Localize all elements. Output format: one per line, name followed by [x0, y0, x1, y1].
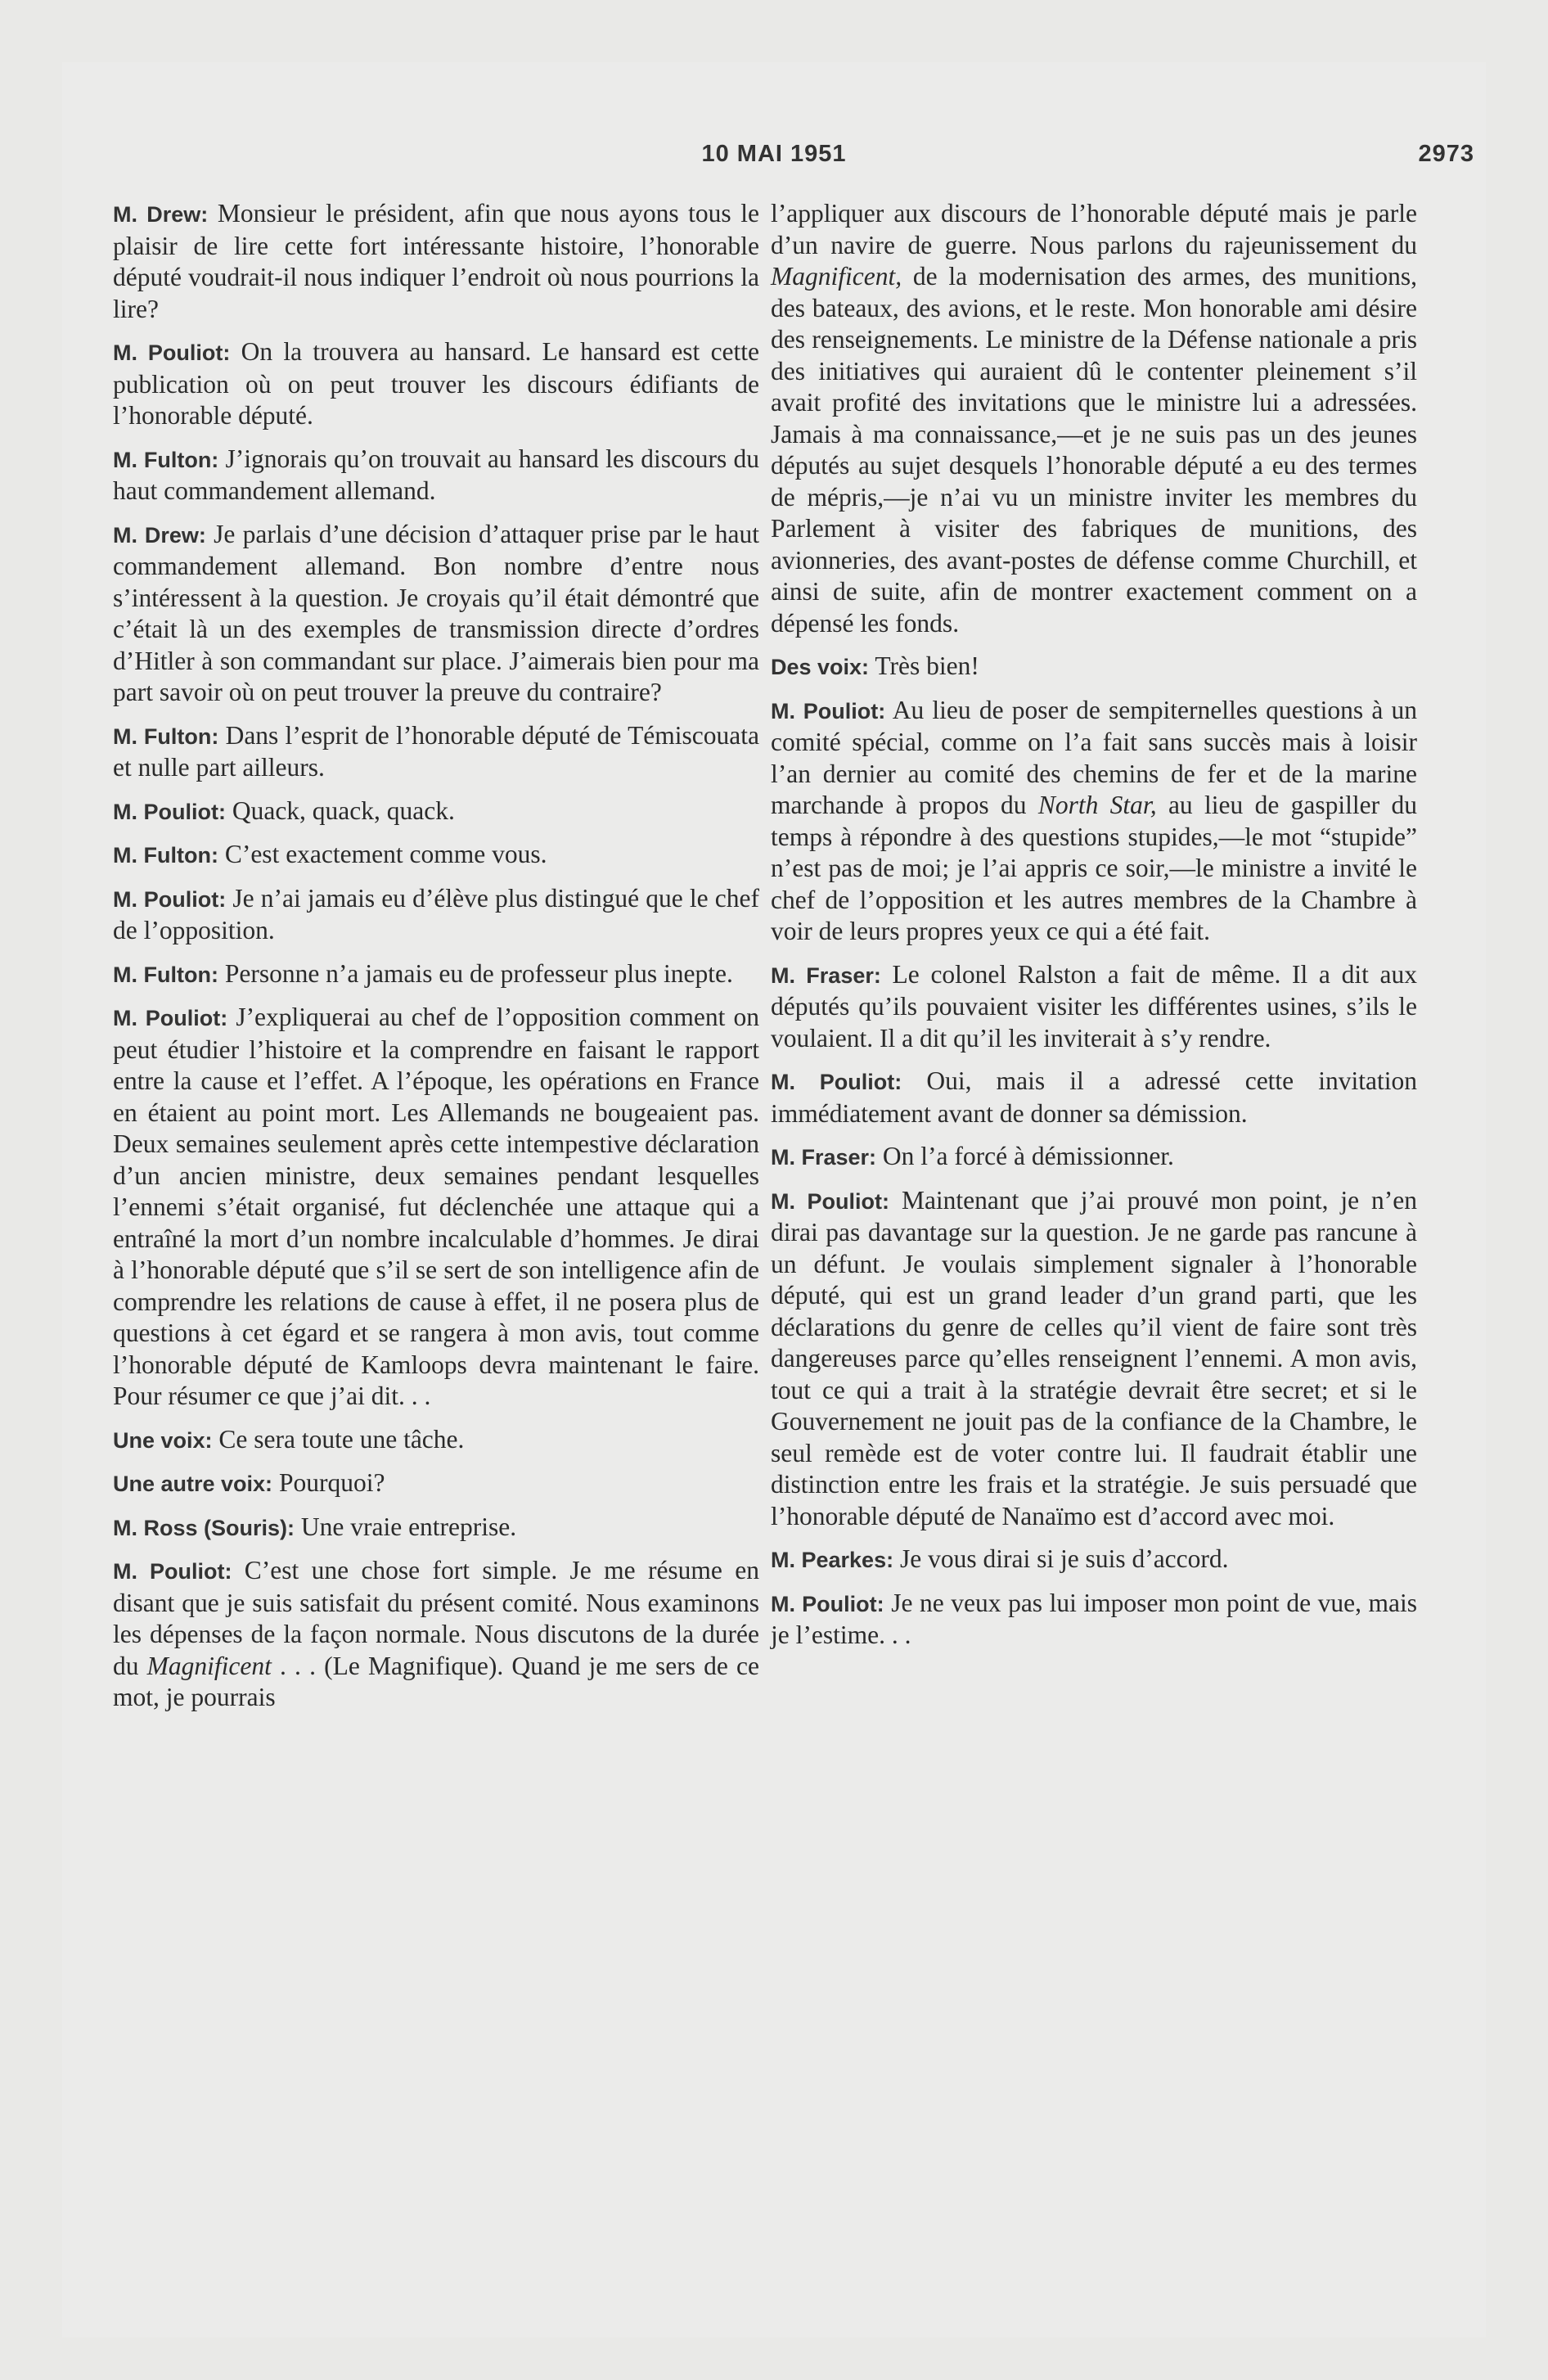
speech-text: Quack, quack, quack. — [232, 796, 455, 825]
italic-title: North Star, — [1037, 791, 1157, 819]
paragraph — [771, 198, 1417, 639]
paragraph — [113, 1467, 759, 1500]
speech-text: Ce sera toute une tâche. — [218, 1424, 465, 1454]
paragraph — [771, 651, 1417, 683]
paragraph — [113, 198, 759, 325]
paragraph — [113, 444, 759, 507]
paragraph — [113, 336, 759, 432]
paragraph — [771, 695, 1417, 948]
speaker-name: M. Pouliot: — [113, 799, 226, 824]
speech-text: Je ne veux pas lui imposer mon point de vue, mais je l’estime. . . — [771, 1588, 1418, 1649]
speech-text: Très bien! — [875, 651, 979, 680]
speech-text: Je parlais d’une décision d’attaquer prise par le haut commandement allemand. Bon nombre d’entre nous s’intéressent à la question. Je croyais qu’il était démontré que c’était là un des exemples de transmission directe d’ordres d’Hitler à son commandant sur place. J’aimerais bien pour ma part savoir où on peut trouver la preuve du contraire? — [113, 519, 760, 706]
paragraph — [113, 720, 759, 784]
speech-text: Maintenant que j’ai prouvé mon point, je n’en dirai pas davantage sur la question. Je ne garde pas rancune à un défunt. Je voulais simplement signaler à l’honorable député, qui est un grand leader d’un grand parti, que les déclarations du genre de celles qu’il vient de faire sont très dangereuses parce qu’elles renseignent l’ennemi. A mon avis, tout ce qui a trait à la stratégie devrait être secret; et si le Gouvernement ne jouit pas de la confiance de la Chambre, le seul remède est de voter contre lui. Il faudrait établir une distinction entre les frais et la stratégie. Je suis persuadé que l’honorable député de Nanaïmo est d’accord avec moi. — [771, 1185, 1418, 1530]
speech-text: l’appliquer aux discours de l’honorable député mais je parle d’un navire de guerre. Nous parlons du rajeunissement du — [771, 199, 1417, 259]
speaker-name: M. Fulton: — [113, 843, 218, 868]
speech-text: Au lieu de poser de sempiternelles questions à un comité spécial, comme on l’a fait sans succès mais à loisir l’an dernier au comité des chemins de fer et de la marine marchande à propos du — [771, 695, 1418, 819]
speaker-name: M. Pouliot: — [113, 340, 231, 365]
document-page — [62, 62, 1486, 2337]
speech-text: J’ignorais qu’on trouvait au hansard les discours du haut commandement allemand. — [113, 444, 760, 505]
speaker-name: M. Pouliot: — [113, 1559, 232, 1584]
speaker-name: M. Fulton: — [113, 447, 219, 472]
speaker-name: M. Pouliot: — [113, 1006, 228, 1030]
paragraph — [113, 839, 759, 872]
page-number: 2973 — [1418, 141, 1474, 167]
speaker-name: M. Drew: — [113, 202, 209, 227]
paragraph — [113, 1512, 759, 1544]
speech-text: Personne n’a jamais eu de professeur plus inepte. — [224, 958, 733, 988]
speaker-name: M. Drew: — [113, 522, 206, 548]
paragraph — [771, 1588, 1417, 1652]
paragraph — [771, 1185, 1417, 1533]
paragraph — [113, 1424, 759, 1457]
speech-text: Une vraie entreprise. — [300, 1512, 517, 1541]
paragraph — [771, 1066, 1417, 1129]
speaker-name: M. Pouliot: — [771, 1188, 890, 1214]
speaker-name: M. Fulton: — [113, 723, 219, 749]
speech-text: Pourquoi? — [278, 1468, 385, 1497]
right-column — [771, 198, 1417, 1663]
speaker-name: M. Fraser: — [771, 1145, 877, 1170]
speaker-name: M. Fulton: — [113, 962, 218, 987]
speaker-name: M. Pouliot: — [113, 886, 227, 912]
speaker-name: M. Pouliot: — [771, 1591, 884, 1616]
paragraph — [771, 1544, 1417, 1576]
page-date: 10 MAI 1951 — [701, 141, 847, 167]
speaker-name: Une voix: — [113, 1427, 213, 1453]
paragraph — [113, 958, 759, 991]
speech-text: C’est une chose fort simple. Je me résume en disant que je suis satisfait du présent comité. Nous examinons les dépenses de la façon normale. Nous discutons de la durée du — [113, 1556, 759, 1680]
speech-text: Dans l’esprit de l’honorable député de Témiscouata et nulle part ailleurs. — [113, 720, 759, 782]
speech-text-continued: au lieu de gaspiller du temps à répondre à des questions stupides,—le mot “stupide” n’est pas de moi; je l’ai appris ce soir,—le ministre a invité le chef de l’opposition et les autres membres de la Chambre à voir de leurs propres yeux ce qui a été fait. — [771, 791, 1418, 945]
speech-text: Je vous dirai si je suis d’accord. — [899, 1544, 1229, 1573]
paragraph — [113, 519, 759, 709]
speech-text: J’expliquerai au chef de l’opposition comment on peut étudier l’histoire et la comprendre en faisant le rapport entre la cause et l’effet. A l’époque, les opérations en France en étaient au point mort. Les Allemands ne bougeaient pas. Deux semaines seulement après cette intempestive déclaration d’un ancien ministre, deux semaines pendant lesquelles l’ennemi s’était organisé, fut déclenchée une attaque qui a entraîné la mort d’un nombre incalculable d’hommes. Je dirai à l’honorable député que s’il se sert de son intelligence afin de comprendre les relations de cause à effet, il ne posera plus de questions à cet égard et se rangera à mon avis, tout comme l’honorable député de Kamloops devra maintenant le faire. Pour résumer ce que j’ai dit. . . — [113, 1003, 760, 1410]
paragraph — [113, 883, 759, 947]
left-column — [113, 198, 759, 1725]
speaker-name: M. Pouliot: — [771, 1070, 902, 1094]
speech-text: Le colonel Ralston a fait de même. Il a dit aux députés qu’ils pouvaient visiter les différentes usines, s’ils le voulaient. Il a dit qu’il les inviterait à s’y rendre. — [771, 959, 1418, 1053]
paragraph — [771, 959, 1417, 1055]
speaker-name: M. Pouliot: — [771, 698, 886, 723]
speaker-name: M. Ross (Souris): — [113, 1515, 295, 1540]
speaker-name: Des voix: — [771, 655, 870, 679]
speaker-name: M. Pearkes: — [771, 1548, 894, 1572]
speaker-name: M. Fraser: — [771, 962, 881, 988]
paragraph — [771, 1141, 1417, 1174]
speech-text: Monsieur le président, afin que nous ayons tous le plaisir de lire cette fort intéressante histoire, l’honorable député voudrait-il nous indiquer l’endroit où nous pourrions la lire? — [113, 199, 759, 323]
speech-text: Je n’ai jamais eu d’élève plus distingué que le chef de l’opposition. — [113, 883, 760, 944]
paragraph — [113, 1002, 759, 1413]
speech-text: On l’a forcé à démissionner. — [882, 1142, 1174, 1170]
italic-title: Magnificent — [146, 1651, 272, 1680]
speech-text: C’est exactement comme vous. — [224, 840, 547, 868]
paragraph — [113, 796, 759, 828]
speech-text: Oui, mais il a adressé cette invitation immédiatement avant de donner sa démission. — [771, 1066, 1418, 1128]
speech-text-continued: de la modernisation des armes, des munitions, des bateaux, des avions, et le reste. Mon honorable ami désire des renseignements. Le ministre de la Défense nationale a pris des initiatives qui auraient dû le contenter pleinement s’il avait profité des invitations que le ministre lui a adressées. Jamais à ma connaissance,—et je ne suis pas un des jeunes députés au sujet desquels l’honorable député a eu des termes de mépris,—je n’ai vu un ministre inviter les membres du Parlement à visiter des fabriques de munitions, des avionneries, des avant-postes de défense comme Churchill, et ainsi de suite, afin de montrer exactement comment on a dépensé les fonds. — [771, 262, 1418, 638]
italic-title: Magnificent, — [771, 262, 902, 291]
speech-text-continued: . . . (Le Magnifique). Quand je me sers de ce mot, je pourrais — [113, 1651, 760, 1711]
speech-text: On la trouvera au hansard. Le hansard est cette publication où on peut trouver les discours édifiants de l’honorable député. — [113, 337, 760, 430]
page-header — [62, 141, 1486, 187]
speaker-name: Une autre voix: — [113, 1472, 273, 1496]
paragraph — [113, 1555, 759, 1714]
